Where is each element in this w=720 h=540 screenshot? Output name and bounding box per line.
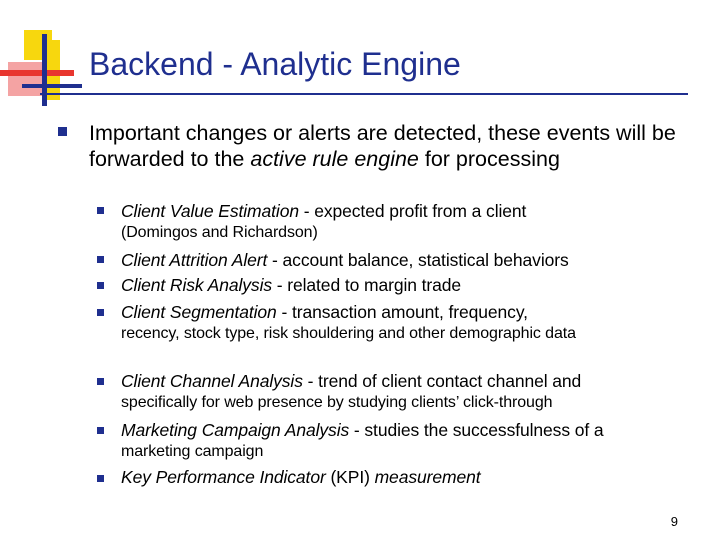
page-number: 9 bbox=[670, 514, 678, 529]
bullet-marker bbox=[97, 378, 104, 385]
sub-bullet-risk: Client Risk Analysis - related to margin trade bbox=[121, 275, 462, 295]
bullet-marker bbox=[97, 309, 104, 316]
bullet-marker bbox=[97, 256, 104, 263]
sub-bullet-campaign: Marketing Campaign Analysis - studies the successfulness of a marketing campaign bbox=[121, 420, 604, 460]
sub-bullet-segmentation: Client Segmentation - transaction amount, frequency, recency, stock type, risk shouldering and other demographic data bbox=[121, 302, 576, 342]
bullet-marker-main bbox=[58, 127, 67, 136]
slide-title: Backend - Analytic Engine bbox=[89, 46, 461, 82]
title-divider bbox=[40, 93, 688, 95]
bullet-marker bbox=[97, 475, 104, 482]
bullet-marker bbox=[97, 427, 104, 434]
bullet-marker bbox=[97, 282, 104, 289]
sub-bullet-client-value: Client Value Estimation - expected profit from a client (Domingos and Richardson) bbox=[121, 201, 527, 241]
main-bullet-text: Important changes or alerts are detected, these events will be forwarded to the active rule engine for processing bbox=[89, 121, 676, 171]
sub-bullet-attrition: Client Attrition Alert - account balance, statistical behaviors bbox=[121, 250, 569, 270]
bullet-marker bbox=[97, 207, 104, 214]
sub-bullet-kpi: Key Performance Indicator (KPI) measurement bbox=[121, 467, 481, 487]
sub-bullet-channel: Client Channel Analysis - trend of client contact channel and specifically for web presence by studying clients’ click-through bbox=[121, 371, 582, 411]
